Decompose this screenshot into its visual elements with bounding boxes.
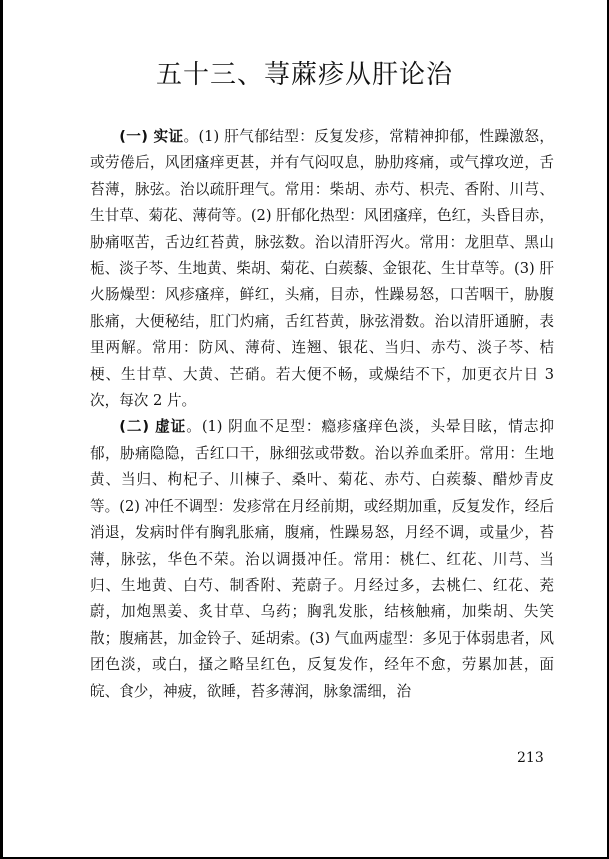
article-body: [90, 124, 554, 705]
page-number: 213: [517, 750, 544, 766]
section-excess: [90, 124, 554, 414]
page-title: 五十三、荨蔴疹从肝论治: [155, 60, 453, 90]
section-deficiency: [90, 414, 554, 704]
section-heading: (一) 实证: [119, 128, 184, 145]
section-heading: (二) 虚证: [119, 418, 187, 436]
section-text: 。(1) 肝气郁结型：反复发疹，常精神抑郁，性躁激怒，或劳倦后，风团瘙痒更甚，并有气闷叹息，胁肋疼痛，或气撑攻逆，舌苔薄，脉弦。治以疏肝理气。常用：柴胡、赤芍、枳壳、香附、川芎、生甘草、菊花、薄荷等。(2) 肝郁化热型：风团瘙痒，色红，头昏目赤，胁痛呕苦，舌边红苔黄，脉弦数。治以清肝泻火。常用：龙胆草、黑山栀、淡子芩、生地黄、柴胡、菊花、白蒺藜、金银花、生甘草等。(3) 肝火肠燥型：风疹瘙痒，鲜红，头痛，目赤，性躁易怒，口苦咽干，胁腹胀痛，大便秘结，肛门灼痛，舌红苔黄，脉弦滑数。治以清肝通腑，表里两解。常用：防风、薄荷、连翘、银花、当归、赤芍、淡子芩、桔梗、生甘草、大黄、芒硝。若大便不畅，或燥结不下，加更衣片日 3 次，每次 2 片。: [90, 128, 554, 410]
page-edge-left: [0, 0, 3, 859]
section-text: 。(1) 阴血不足型：瘾疹瘙痒色淡，头晕目眩，情志抑郁，胁痛隐隐，舌红口干，脉细弦或带数。治以养血柔肝。常用：生地黄、当归、枸杞子、川楝子、桑叶、菊花、赤芍、白蒺藜、醋炒青皮等。(2) 冲任不调型：发疹常在月经前期，或经期加重，反复发作，经后消退，发病时伴有胸乳胀痛，腹痛，性躁易怒，月经不调，或量少，苔薄，脉弦，华色不荣。治以调摄冲任。常用：桃仁、红花、川芎、当归、生地黄、白芍、制香附、茺蔚子。月经过多，去桃仁、红花、茺蔚，加炮黑姜、炙甘草、乌药；胸乳发胀，结核触痛，加柴胡、失笑散；腹痛甚，加金铃子、延胡索。(3) 气血两虚型：多见于体弱患者，风团色淡，或白，搔之略呈红色，反复发作，经年不愈，劳累加甚，面皖、食少，神疲，欲睡，苔多薄润，脉象濡细，治: [90, 418, 554, 700]
